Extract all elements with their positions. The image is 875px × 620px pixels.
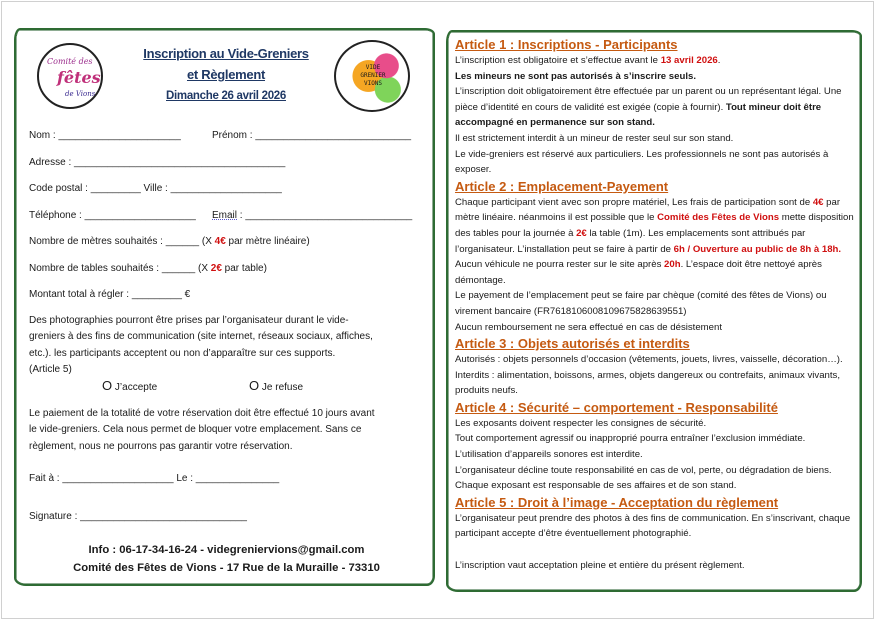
nom-field[interactable]: Nom : ______________________: [29, 130, 181, 141]
text-segment: Il est strictement interdit à un mineur de rester seul sur son stand.: [455, 132, 734, 144]
tables-label: Nombre de tables souhaités : ______ (X: [29, 263, 211, 274]
article-paragraph: [455, 147, 859, 178]
metres-suffix: par mètre linéaire): [225, 236, 310, 247]
logo-text: Comité des: [47, 57, 93, 66]
fait-a-le-field[interactable]: Fait à : ____________________ Le : _______________: [29, 473, 280, 484]
text-segment: Le payement de l’emplacement peut se faire par chèque (comité des fêtes de Vions) ou virement bancaire (FR7618106008109675828639551): [455, 290, 827, 317]
article-paragraph: [455, 195, 859, 289]
article-paragraph: [455, 542, 859, 558]
article-4: [455, 400, 859, 494]
rules-content: [455, 36, 859, 573]
committee-address: Comité des Fêtes de Vions - 17 Rue de la Muraille - 73310: [73, 562, 380, 574]
text-segment: . L’espace doit être nettoyé après démontage.: [455, 259, 822, 286]
highlighted-text: Comité des Fêtes de Vions: [657, 212, 780, 224]
metres-field[interactable]: [29, 236, 310, 247]
email-field[interactable]: [212, 210, 412, 221]
text-segment: .: [717, 55, 721, 66]
article-heading: Article 5 : Droit à l’image - Acceptation du règlement: [455, 494, 779, 510]
text-segment: Tout comportement agressif ou inapproprié pourra entraîner l’exclusion immédiate.: [455, 433, 806, 445]
article-paragraph: [455, 447, 859, 463]
table-price: 2€: [210, 263, 222, 274]
radio-circle-icon: O: [249, 378, 260, 393]
refuse-label: Je refuse: [261, 382, 304, 393]
logo-text: VIDE: [365, 64, 381, 71]
text-segment: L’inscription doit obligatoirement être effectuée par un parent ou un représentant légal. Une pièce d’identité en cours de validité est exigée (copie à fournir).: [455, 86, 842, 113]
text-line: Des photographies pourront être prises par l’organisateur durant le vide-: [29, 315, 349, 326]
article-paragraph: [455, 288, 859, 319]
article-paragraph: [455, 511, 859, 542]
article-heading: Article 3 : Objets autorisés et interdits: [455, 336, 690, 352]
text-segment: Autorisés : objets personnels d’occasion (vêtements, jouets, livres, vaisselle, décoration…).: [455, 354, 843, 366]
comite-des-fetes-logo: [37, 43, 103, 109]
article-1: [455, 37, 859, 178]
article-3: [455, 336, 859, 399]
code-postal-ville-field[interactable]: Code postal : _________ Ville : ____________________: [29, 183, 282, 194]
article-paragraph: [455, 558, 859, 574]
accept-radio[interactable]: [102, 378, 157, 393]
prenom-field[interactable]: Prénom : ____________________________: [212, 130, 412, 141]
payment-text: [29, 406, 429, 455]
text-segment: L’inscription vaut acceptation pleine et entière du présent règlement.: [455, 559, 745, 571]
text-segment: Chaque participant vient avec son propre matériel, Les frais de participation sont de: [455, 196, 813, 208]
text-segment: Aucun remboursement ne sera effectué en cas de désistement: [455, 321, 723, 333]
text-segment: la table (1m). Les emplacements sont attribués par l’organisateur. L’installation peut se faire à partir de: [455, 227, 806, 255]
text-segment: L’organisateur décline toute responsabilité en cas de vol, perte, ou dégradation de biens. Chaque exposant est responsable de ses affaires et de son stand.: [455, 464, 832, 492]
text-line: (Article 5): [29, 363, 72, 375]
article-2: [455, 179, 859, 335]
text-line: le vide-greniers. Cela nous permet de bloquer votre emplacement. Sans ce: [29, 424, 362, 436]
text-line: Le paiement de la totalité de votre réservation doit être effectué 10 jours avant: [29, 408, 375, 419]
article-paragraph: [455, 368, 859, 399]
logo-text: fêtes: [57, 68, 101, 87]
text-line: règlement, nous ne pourrons pas garantir votre réservation.: [29, 440, 293, 452]
rules-panel: [446, 30, 862, 592]
vide-grenier-logo: [334, 40, 410, 112]
highlighted-text: 2€: [576, 227, 587, 239]
event-date: Dimanche 26 avril 2026: [166, 90, 286, 102]
text-segment: L’organisateur peut prendre des photos à des fins de communication. En s’inscrivant, chaque participant accepte d’être éventuellement photographié.: [455, 512, 851, 540]
logo-text: de Vions: [65, 90, 96, 98]
text-segment: par mètre linéaire. néanmoins il est possible que le: [455, 196, 841, 224]
text-segment: L’inscription est obligatoire et s’effectue avant le: [455, 55, 661, 66]
article-paragraph: [455, 320, 859, 336]
contact-info: Info : 06-17-34-16-24 - videgreniervions@gmail.com: [88, 544, 365, 556]
text-line: greniers à des fins de communication (site internet, réseaux sociaux, affiches,: [29, 331, 373, 343]
article-paragraph: [455, 84, 859, 131]
article-paragraph: [455, 131, 859, 147]
metres-label: Nombre de mètres souhaités : ______ (X: [29, 236, 215, 247]
logo-text: GRENIER: [360, 72, 386, 79]
article-paragraph: [455, 352, 859, 368]
article-heading: Article 1 : Inscriptions - Participants: [455, 37, 678, 52]
registration-form-panel: [14, 28, 435, 586]
article-heading: Article 4 : Sécurité – comportement - Responsabilité: [455, 399, 778, 415]
email-line: : ______________________________: [237, 210, 413, 221]
article-paragraph: [455, 416, 859, 432]
article-heading: Article 2 : Emplacement-Payement: [455, 178, 669, 194]
logo-text: VIONS: [363, 80, 383, 87]
text-segment: mette disposition des tables pour la journée à: [455, 212, 854, 239]
text-segment: Le vide-greniers est réservé aux particuliers. Les professionnels ne sont pas autorisés à exposer.: [455, 148, 829, 176]
article-paragraph: [455, 53, 859, 69]
email-label: Email: [212, 210, 238, 221]
text-segment: Les exposants doivent respecter les consignes de sécurité.: [455, 417, 707, 429]
form-subtitle: et Règlement: [186, 67, 266, 82]
radio-circle-icon: O: [102, 378, 113, 393]
form-title: Inscription au Vide-Greniers: [143, 46, 309, 61]
montant-field[interactable]: Montant total à régler : _________ €: [29, 289, 191, 300]
bold-text: Les mineurs ne sont pas autorisés à s’inscrire seuls.: [455, 70, 697, 82]
bold-text: Tout mineur doit être accompagné en permanence sur son stand.: [455, 101, 822, 129]
highlighted-text: 4€: [812, 196, 824, 208]
article-5: [455, 495, 859, 573]
refuse-radio[interactable]: [249, 378, 303, 393]
text-segment: Aucun véhicule ne pourra rester sur le site après: [455, 259, 665, 271]
highlighted-text: 20h: [664, 259, 681, 271]
metre-price: 4€: [214, 236, 226, 247]
highlighted-text: 6h / Ouverture au public de 8h à 18h.: [673, 243, 842, 255]
text-segment: L’utilisation d’appareils sonores est interdite.: [455, 449, 643, 461]
article-paragraph: [455, 463, 859, 494]
telephone-field[interactable]: Téléphone : ____________________: [29, 210, 196, 221]
tables-field[interactable]: [29, 263, 267, 274]
highlighted-text: 13 avril 2026: [660, 55, 718, 66]
text-segment: Interdits : alimentation, boissons, armes, objets dangereux ou contrefaits, animaux vivants, produits neufs.: [455, 369, 841, 397]
article-paragraph: [455, 431, 859, 447]
tables-suffix: par table): [221, 263, 267, 274]
text-line: etc.). les participants acceptent ou non d’apparaître sur ces supports.: [29, 347, 336, 359]
adresse-field[interactable]: Adresse : ______________________________________: [29, 157, 286, 168]
article-paragraph: [455, 69, 859, 85]
signature-field[interactable]: Signature : ______________________________: [29, 511, 247, 522]
photo-consent-text: [29, 313, 429, 378]
accept-label: J’accepte: [114, 382, 158, 393]
